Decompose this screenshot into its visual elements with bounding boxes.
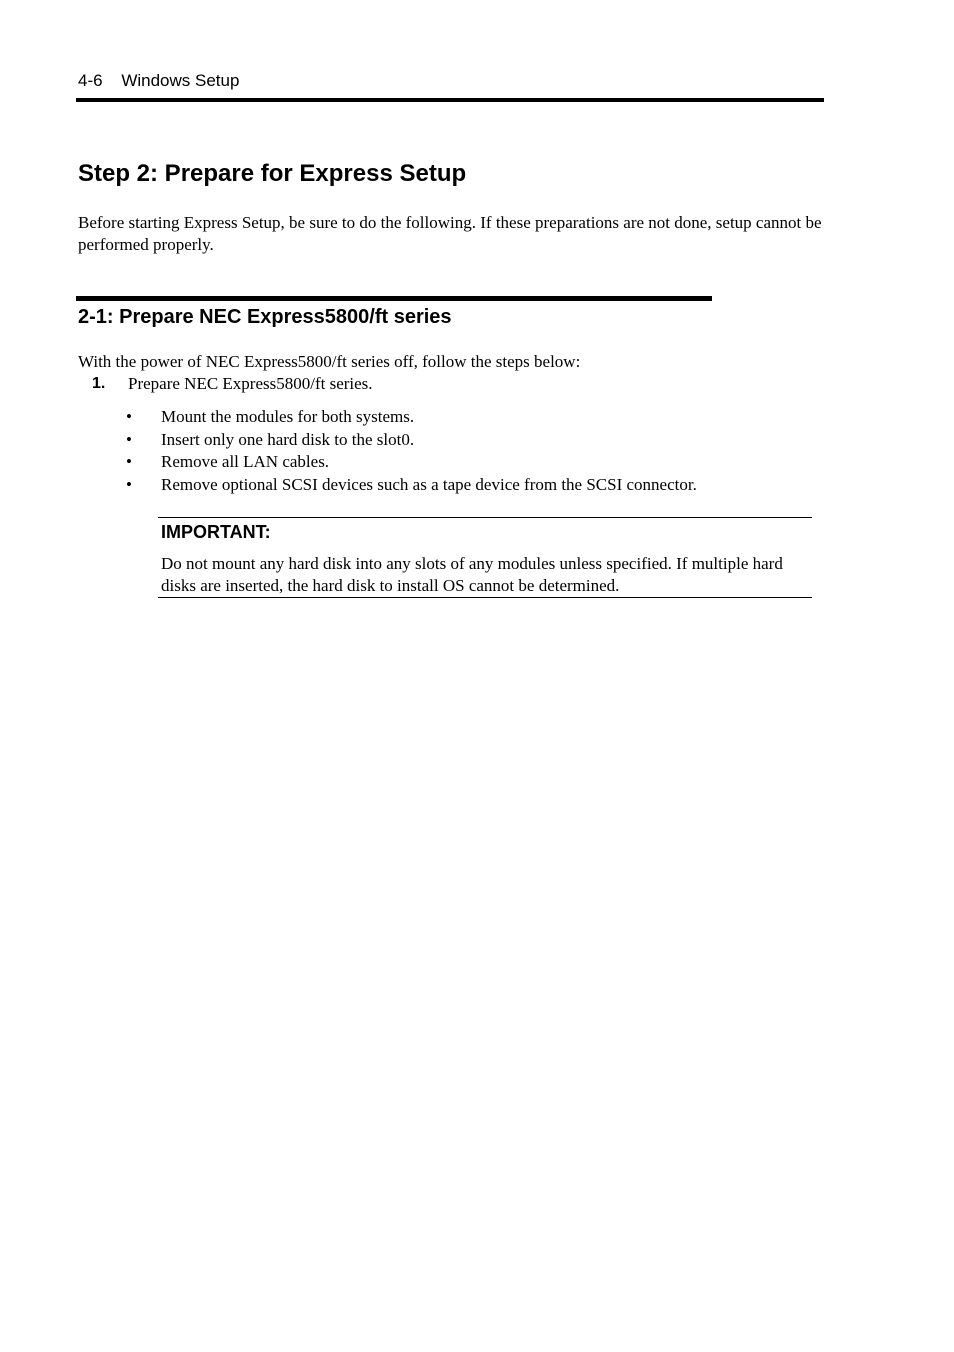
section-rule [76,296,712,301]
header-rule [76,98,824,102]
bullet-item [126,406,697,429]
bullet-text: Remove optional SCSI devices such as a tape device from the SCSI connector. [161,475,697,495]
chapter-title: Windows Setup [121,71,240,90]
step-text: Prepare NEC Express5800/ft series. [128,374,373,393]
bullet-icon: • [126,475,132,495]
step-title: Step 2: Prepare for Express Setup [78,160,467,187]
important-note [158,517,812,598]
important-label: IMPORTANT: [161,522,271,542]
bullet-text: Mount the modules for both systems. [161,407,415,426]
section-title: 2-1: Prepare NEC Express5800/ft series [78,306,452,328]
bullet-item [126,429,697,452]
page-number: 4-6 [78,71,103,90]
bullet-icon: • [126,407,132,426]
bullet-icon: • [126,429,132,449]
bullet-text: Insert only one hard disk to the slot0. [161,429,415,449]
lead-text: With the power of NEC Express5800/ft series off, follow the steps below: [78,352,581,371]
bullet-list [126,406,697,497]
page-header [78,70,239,92]
bullet-icon: • [126,452,132,472]
bullet-text: Remove all LAN cables. [161,452,330,472]
step-number: 1. [92,375,106,392]
bullet-item [126,474,697,497]
bullet-item [126,451,697,474]
important-text: Do not mount any hard disk into any slots of any modules unless specified. If multiple hard disks are inserted, the hard disk to install OS cannot be determined. [161,554,783,595]
intro-paragraph: Before starting Express Setup, be sure to do the following. If these preparations are not done, setup cannot be performed properly. [78,213,822,254]
